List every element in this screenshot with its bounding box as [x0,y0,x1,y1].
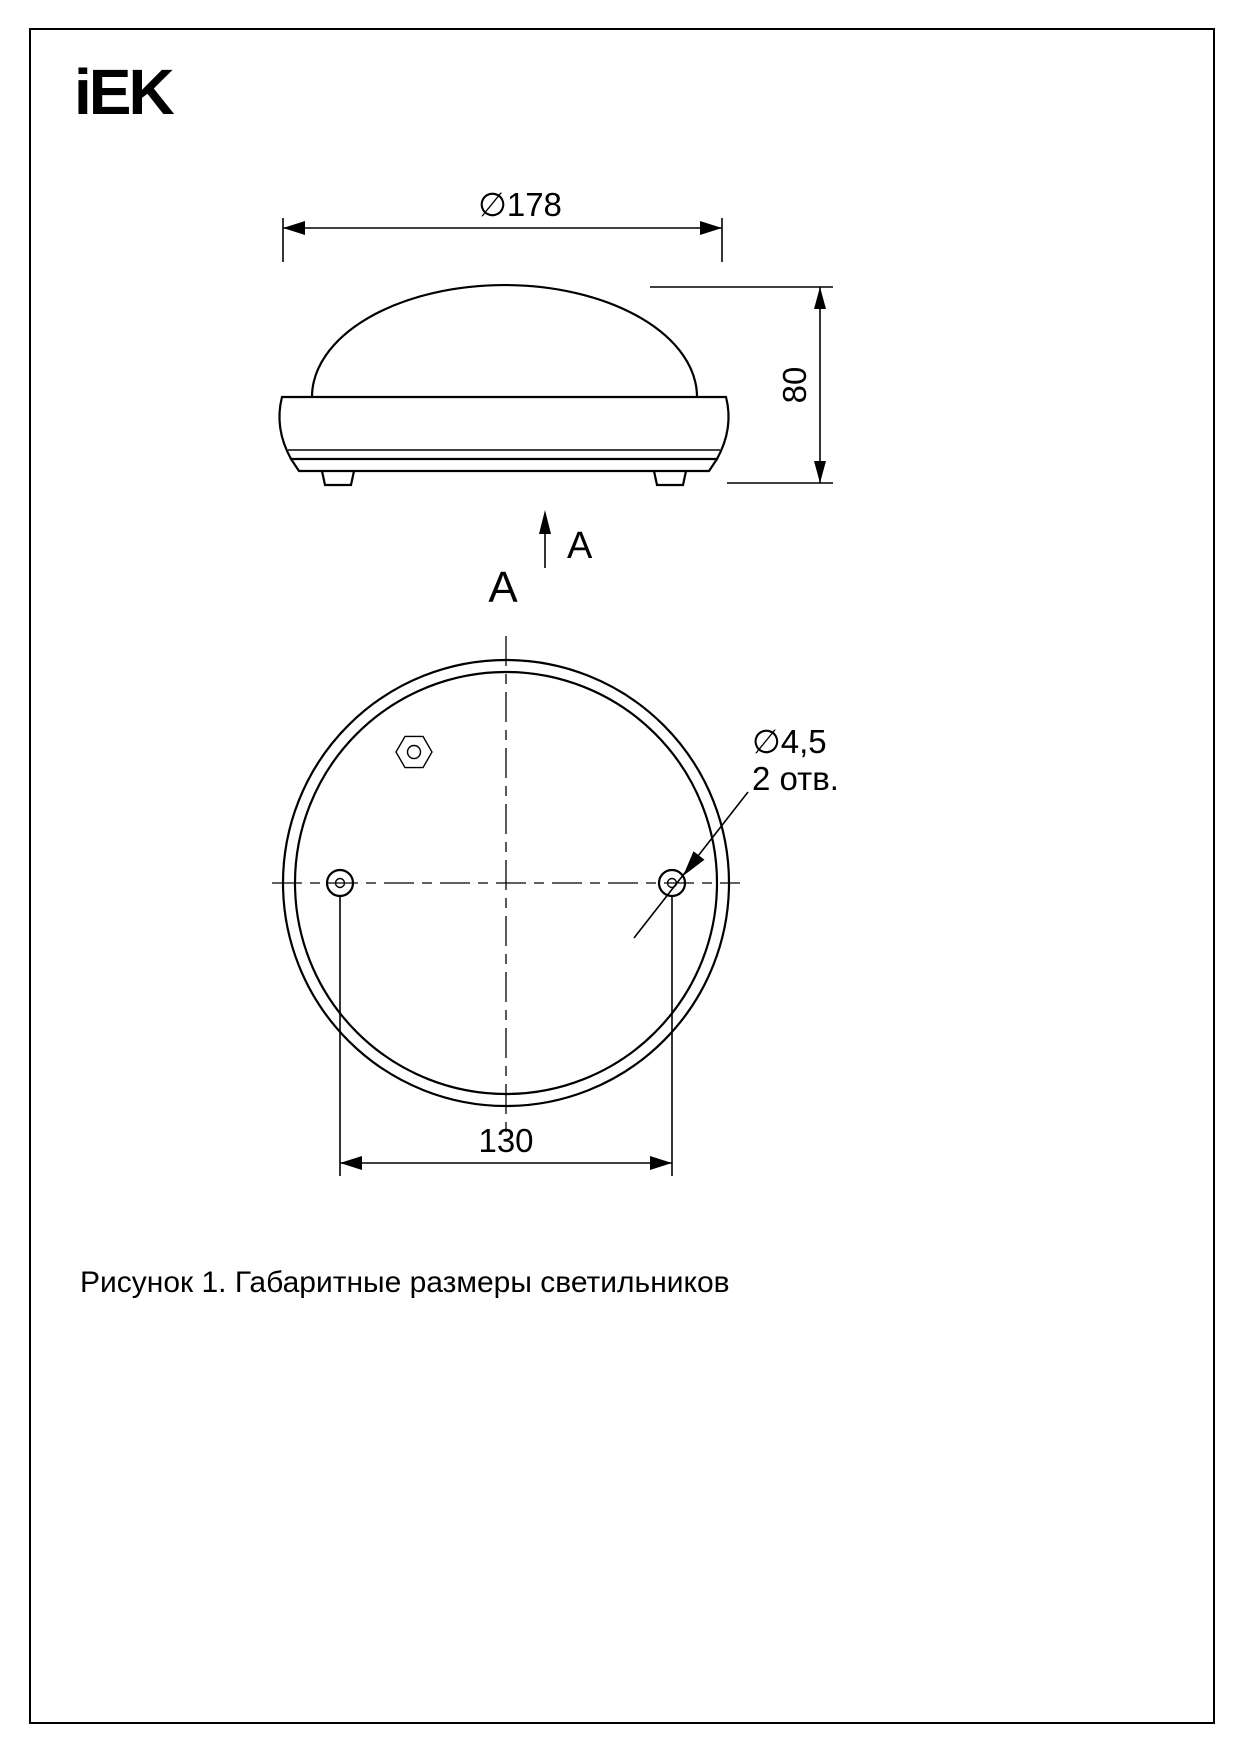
arrowhead-bottom [814,461,826,483]
nut-hexagon [396,736,432,767]
luminaire-dome-outline [312,285,697,397]
section-arrowhead [539,510,551,534]
left-foot [322,471,354,485]
section-view-label: A [488,563,518,612]
figure-caption: Рисунок 1. Габаритные размеры светильников [80,1266,730,1299]
hole-count-label: 2 отв. [752,760,839,797]
page-border-frame [30,29,1214,1723]
base-underside [291,459,717,471]
dimension-diameter-178 [283,186,722,262]
arrowhead-left [340,1156,362,1170]
hole-diameter-callout [634,723,839,938]
arrowhead-top [814,287,826,309]
leader-arrowhead [683,851,705,876]
hole-spacing-label: 130 [478,1122,534,1159]
side-view [279,186,833,568]
right-foot [654,471,686,485]
arrowhead-right [650,1156,672,1170]
arrowhead-left [283,221,305,235]
cable-entry-nut [396,736,432,767]
arrowhead-right [700,221,722,235]
section-arrow-label: A [567,525,593,567]
brand-logo: iEK [74,56,172,128]
nut-hole [408,746,421,759]
dimension-height-80 [650,287,833,483]
section-view-a [272,563,839,1176]
section-arrow [539,510,593,568]
hole-diameter-label: ∅4,5 [752,723,827,760]
height-80-label: 80 [776,366,813,404]
diameter-178-label: ∅178 [478,186,562,223]
